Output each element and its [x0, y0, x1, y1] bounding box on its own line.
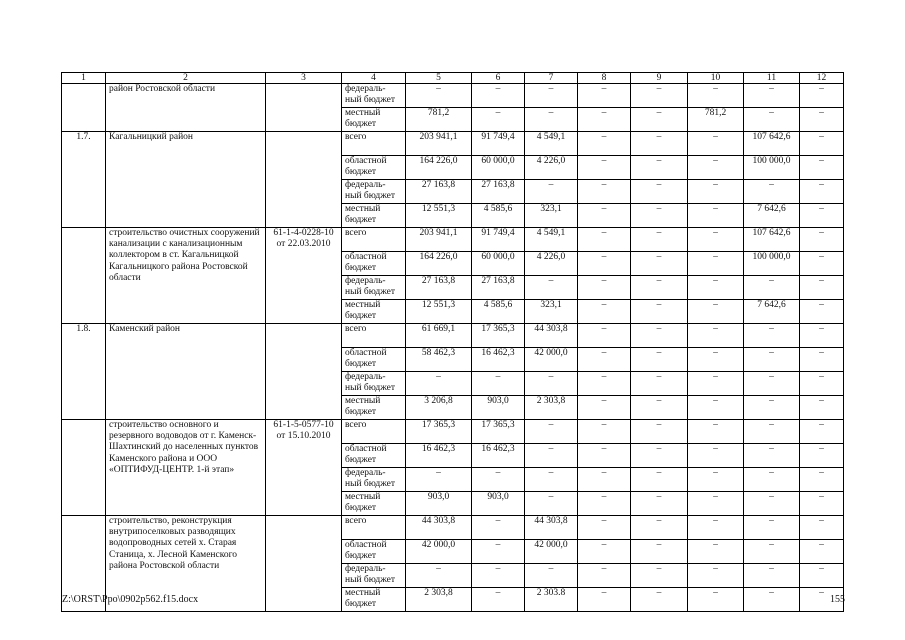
object-name: район Ростовской области: [106, 84, 266, 132]
header-cell: 10: [688, 73, 744, 84]
value-cell: –: [631, 540, 688, 564]
value-cell: 2 303.8: [525, 588, 578, 612]
budget-source-label: местный бюджет: [342, 492, 406, 516]
header-cell: 2: [106, 73, 266, 84]
value-cell: –: [688, 156, 744, 180]
value-cell: –: [800, 564, 844, 588]
value-cell: 203 941,1: [406, 132, 472, 156]
value-cell: 27 163,8: [406, 276, 472, 300]
budget-table: [61, 72, 844, 612]
value-cell: –: [631, 444, 688, 468]
row-number: 1.7.: [62, 132, 106, 228]
value-cell: 42 000,0: [406, 540, 472, 564]
value-cell: 107 642,6: [744, 228, 800, 252]
value-cell: –: [688, 180, 744, 204]
value-cell: –: [578, 420, 631, 444]
value-cell: 60 000,0: [472, 156, 525, 180]
value-cell: –: [744, 588, 800, 612]
value-cell: –: [472, 516, 525, 540]
value-cell: –: [525, 420, 578, 444]
value-cell: –: [472, 564, 525, 588]
value-cell: 16 462,3: [472, 444, 525, 468]
budget-source-label: областной бюджет: [342, 348, 406, 372]
value-cell: 100 000,0: [744, 156, 800, 180]
value-cell: –: [744, 492, 800, 516]
value-cell: –: [800, 372, 844, 396]
budget-source-label: местный бюджет: [342, 396, 406, 420]
value-cell: 4 549,1: [525, 228, 578, 252]
budget-source-label: местный бюджет: [342, 300, 406, 324]
budget-source-label: федераль-ный бюджет: [342, 180, 406, 204]
value-cell: 91 749,4: [472, 228, 525, 252]
value-cell: –: [800, 444, 844, 468]
value-cell: –: [578, 180, 631, 204]
value-cell: –: [578, 588, 631, 612]
table-header-row: [62, 73, 844, 84]
budget-source-label: федераль-ный бюджет: [342, 564, 406, 588]
row-number: [62, 420, 106, 516]
value-cell: –: [472, 540, 525, 564]
value-cell: 44 303,8: [406, 516, 472, 540]
value-cell: –: [406, 564, 472, 588]
value-cell: –: [800, 180, 844, 204]
value-cell: –: [744, 108, 800, 132]
value-cell: –: [578, 156, 631, 180]
budget-source-label: федераль-ный бюджет: [342, 276, 406, 300]
header-cell: 8: [578, 73, 631, 84]
table-row: [62, 132, 844, 156]
value-cell: –: [472, 468, 525, 492]
value-cell: 17 365,3: [472, 324, 525, 348]
budget-source-label: всего: [342, 228, 406, 252]
value-cell: 323,1: [525, 204, 578, 228]
value-cell: –: [688, 132, 744, 156]
header-cell: 11: [744, 73, 800, 84]
budget-source-label: всего: [342, 324, 406, 348]
value-cell: –: [688, 444, 744, 468]
value-cell: 2 303,8: [406, 588, 472, 612]
value-cell: –: [631, 396, 688, 420]
value-cell: 3 206,8: [406, 396, 472, 420]
value-cell: –: [800, 132, 844, 156]
value-cell: –: [406, 84, 472, 108]
value-cell: –: [744, 348, 800, 372]
value-cell: –: [578, 300, 631, 324]
value-cell: –: [525, 468, 578, 492]
value-cell: –: [744, 444, 800, 468]
value-cell: 164 226,0: [406, 252, 472, 276]
value-cell: –: [800, 492, 844, 516]
header-cell: 12: [800, 73, 844, 84]
value-cell: –: [744, 84, 800, 108]
table-row: [62, 228, 844, 252]
budget-source-label: всего: [342, 516, 406, 540]
value-cell: 17 365,3: [472, 420, 525, 444]
budget-source-label: федераль-ный бюджет: [342, 372, 406, 396]
value-cell: –: [525, 492, 578, 516]
value-cell: –: [631, 300, 688, 324]
value-cell: –: [688, 516, 744, 540]
value-cell: –: [578, 564, 631, 588]
document-code: [266, 516, 342, 612]
value-cell: –: [744, 468, 800, 492]
value-cell: –: [800, 420, 844, 444]
value-cell: –: [800, 396, 844, 420]
value-cell: 17 365,3: [406, 420, 472, 444]
table-row: [62, 516, 844, 540]
table-row: [62, 84, 844, 108]
value-cell: –: [578, 84, 631, 108]
header-cell: 6: [472, 73, 525, 84]
value-cell: –: [688, 300, 744, 324]
value-cell: –: [688, 396, 744, 420]
value-cell: –: [688, 348, 744, 372]
budget-source-label: местный бюджет: [342, 588, 406, 612]
value-cell: 323,1: [525, 300, 578, 324]
header-cell: 9: [631, 73, 688, 84]
value-cell: 903,0: [472, 492, 525, 516]
budget-source-label: местный бюджет: [342, 108, 406, 132]
row-number: [62, 84, 106, 132]
value-cell: –: [688, 252, 744, 276]
value-cell: –: [688, 588, 744, 612]
value-cell: –: [800, 324, 844, 348]
value-cell: –: [472, 372, 525, 396]
value-cell: –: [631, 156, 688, 180]
value-cell: –: [631, 564, 688, 588]
document-code: 61-1-5-0577-10 от 15.10.2010: [266, 420, 342, 516]
value-cell: –: [800, 516, 844, 540]
budget-source-label: федераль-ный бюджет: [342, 84, 406, 108]
value-cell: –: [472, 84, 525, 108]
value-cell: –: [631, 228, 688, 252]
value-cell: –: [578, 132, 631, 156]
value-cell: 203 941,1: [406, 228, 472, 252]
table-body: [62, 73, 844, 612]
value-cell: 903,0: [472, 396, 525, 420]
value-cell: –: [688, 468, 744, 492]
budget-source-label: всего: [342, 132, 406, 156]
value-cell: 42 000,0: [525, 348, 578, 372]
value-cell: –: [800, 588, 844, 612]
page-number: 155: [830, 594, 845, 605]
budget-source-label: всего: [342, 420, 406, 444]
document-code: [266, 324, 342, 420]
value-cell: –: [578, 540, 631, 564]
value-cell: 12 551,3: [406, 300, 472, 324]
value-cell: –: [578, 372, 631, 396]
value-cell: 4 585,6: [472, 300, 525, 324]
value-cell: –: [578, 468, 631, 492]
value-cell: –: [631, 84, 688, 108]
value-cell: 4 226,0: [525, 252, 578, 276]
budget-source-label: областной бюджет: [342, 156, 406, 180]
value-cell: –: [631, 108, 688, 132]
footer-file-path: Z:\ORST\Ppo\0902p562.f15.docx: [62, 594, 199, 605]
value-cell: –: [800, 108, 844, 132]
object-name: строительство очистных сооружений канализации с канализационным коллектором в ст. Кагальницкой Кагальницкого района Ростовской области: [106, 228, 266, 324]
value-cell: –: [800, 348, 844, 372]
header-cell: 3: [266, 73, 342, 84]
value-cell: 60 000,0: [472, 252, 525, 276]
value-cell: –: [578, 228, 631, 252]
value-cell: –: [744, 420, 800, 444]
value-cell: –: [744, 540, 800, 564]
value-cell: –: [631, 276, 688, 300]
value-cell: –: [525, 108, 578, 132]
value-cell: –: [525, 564, 578, 588]
budget-source-label: местный бюджет: [342, 204, 406, 228]
value-cell: –: [578, 252, 631, 276]
value-cell: –: [800, 468, 844, 492]
document-code: [266, 84, 342, 132]
value-cell: 44 303,8: [525, 516, 578, 540]
value-cell: 27 163,8: [472, 276, 525, 300]
value-cell: –: [744, 180, 800, 204]
value-cell: –: [631, 252, 688, 276]
value-cell: –: [800, 84, 844, 108]
value-cell: –: [631, 492, 688, 516]
value-cell: –: [525, 372, 578, 396]
value-cell: –: [525, 84, 578, 108]
value-cell: –: [800, 252, 844, 276]
value-cell: –: [631, 516, 688, 540]
value-cell: –: [688, 324, 744, 348]
header-cell: 4: [342, 73, 406, 84]
header-cell: 1: [62, 73, 106, 84]
value-cell: –: [744, 516, 800, 540]
value-cell: –: [578, 396, 631, 420]
value-cell: –: [578, 492, 631, 516]
value-cell: –: [800, 300, 844, 324]
value-cell: 4 226,0: [525, 156, 578, 180]
object-name: Каменский район: [106, 324, 266, 420]
document-code: [266, 132, 342, 228]
row-number: [62, 228, 106, 324]
value-cell: 42 000,0: [525, 540, 578, 564]
value-cell: 781,2: [688, 108, 744, 132]
value-cell: –: [688, 420, 744, 444]
object-name: Кагальницкий район: [106, 132, 266, 228]
value-cell: –: [631, 204, 688, 228]
value-cell: 4 585,6: [472, 204, 525, 228]
value-cell: –: [688, 204, 744, 228]
value-cell: –: [578, 204, 631, 228]
value-cell: –: [631, 372, 688, 396]
value-cell: 4 549,1: [525, 132, 578, 156]
value-cell: 7 642,6: [744, 204, 800, 228]
value-cell: –: [744, 372, 800, 396]
value-cell: –: [744, 276, 800, 300]
value-cell: –: [631, 420, 688, 444]
header-cell: 5: [406, 73, 472, 84]
value-cell: 12 551,3: [406, 204, 472, 228]
value-cell: –: [800, 204, 844, 228]
value-cell: –: [578, 348, 631, 372]
value-cell: 61 669,1: [406, 324, 472, 348]
budget-source-label: областной бюджет: [342, 444, 406, 468]
value-cell: –: [688, 372, 744, 396]
value-cell: –: [406, 372, 472, 396]
value-cell: –: [406, 468, 472, 492]
budget-source-label: областной бюджет: [342, 252, 406, 276]
object-name: строительство основного и резервного водоводов от г. Каменск-Шахтинский до населенных пунктов Каменского района и ООО «ОПТИФУД-ЦЕНТР. 1-й этап»: [106, 420, 266, 516]
value-cell: –: [744, 564, 800, 588]
value-cell: 27 163,8: [406, 180, 472, 204]
value-cell: –: [631, 588, 688, 612]
value-cell: –: [688, 228, 744, 252]
value-cell: –: [688, 540, 744, 564]
object-name: строительство, реконструкция внутрипоселковых разводящих водопроводных сетей х. Старая Станица, х. Лесной Каменского района Ростовской области: [106, 516, 266, 612]
value-cell: –: [525, 444, 578, 468]
value-cell: –: [472, 588, 525, 612]
document-code: 61-1-4-0228-10 от 22.03.2010: [266, 228, 342, 324]
value-cell: 16 462,3: [406, 444, 472, 468]
value-cell: 2 303,8: [525, 396, 578, 420]
header-cell: 7: [525, 73, 578, 84]
value-cell: 781,2: [406, 108, 472, 132]
value-cell: –: [578, 324, 631, 348]
value-cell: –: [578, 516, 631, 540]
value-cell: 107 642,6: [744, 132, 800, 156]
value-cell: –: [631, 468, 688, 492]
value-cell: 903,0: [406, 492, 472, 516]
value-cell: –: [631, 180, 688, 204]
value-cell: 91 749,4: [472, 132, 525, 156]
value-cell: –: [688, 84, 744, 108]
value-cell: –: [744, 324, 800, 348]
value-cell: –: [800, 156, 844, 180]
value-cell: 16 462,3: [472, 348, 525, 372]
value-cell: 164 226,0: [406, 156, 472, 180]
value-cell: –: [472, 108, 525, 132]
table-row: [62, 324, 844, 348]
value-cell: –: [631, 348, 688, 372]
value-cell: –: [688, 492, 744, 516]
value-cell: –: [631, 324, 688, 348]
value-cell: –: [631, 132, 688, 156]
value-cell: 100 000,0: [744, 252, 800, 276]
value-cell: –: [578, 444, 631, 468]
value-cell: –: [525, 180, 578, 204]
table-row: [62, 420, 844, 444]
value-cell: 7 642,6: [744, 300, 800, 324]
value-cell: –: [525, 276, 578, 300]
budget-source-label: областной бюджет: [342, 540, 406, 564]
value-cell: –: [578, 108, 631, 132]
value-cell: –: [744, 396, 800, 420]
value-cell: 44 303,8: [525, 324, 578, 348]
value-cell: 27 163,8: [472, 180, 525, 204]
value-cell: –: [688, 276, 744, 300]
value-cell: 58 462,3: [406, 348, 472, 372]
value-cell: –: [578, 276, 631, 300]
value-cell: –: [688, 564, 744, 588]
value-cell: –: [800, 540, 844, 564]
value-cell: –: [800, 276, 844, 300]
value-cell: –: [800, 228, 844, 252]
budget-source-label: федераль-ный бюджет: [342, 468, 406, 492]
row-number: 1.8.: [62, 324, 106, 420]
